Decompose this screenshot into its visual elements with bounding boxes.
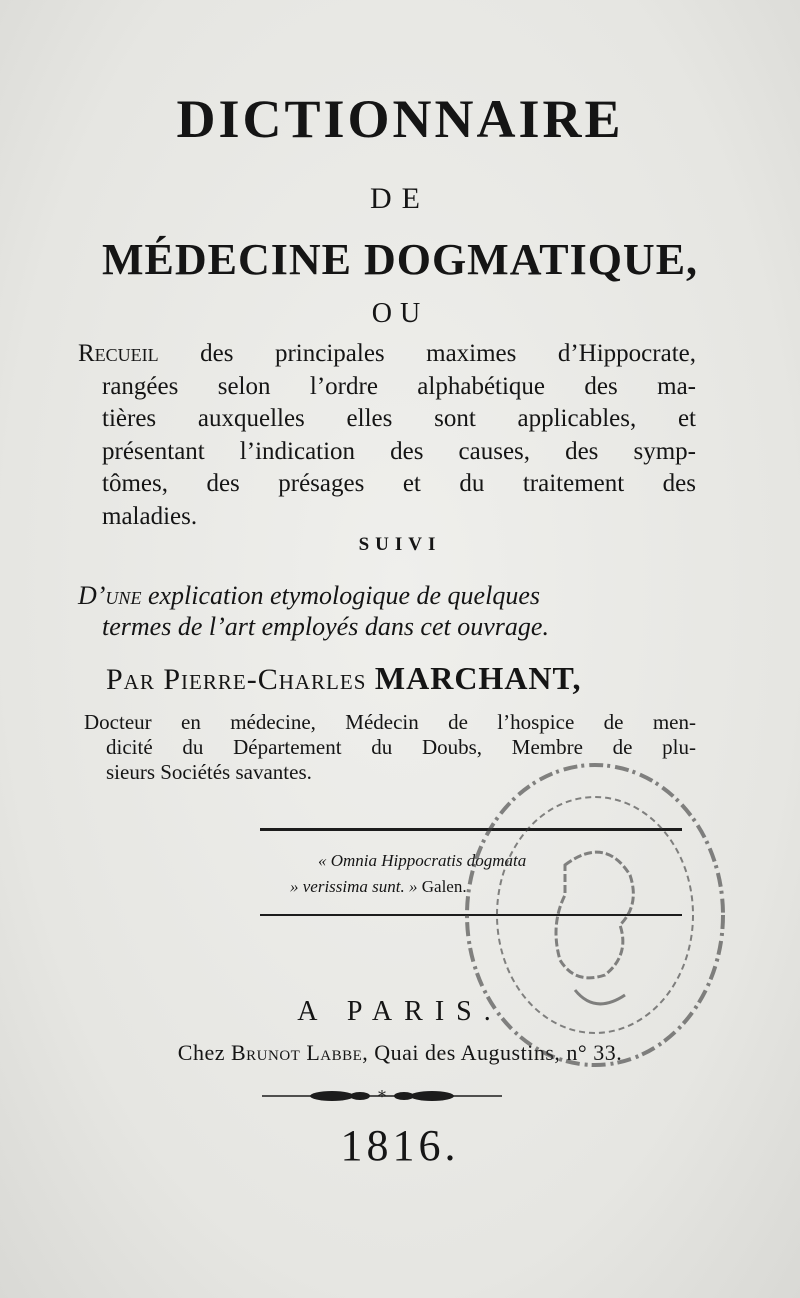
publisher-prefix: Chez: [177, 1040, 225, 1065]
publisher-name: Brunot Labbe: [230, 1040, 363, 1065]
description-lead-word: Recueil: [78, 340, 159, 367]
ornament-divider: [262, 1086, 502, 1106]
title-connector-de: DE: [370, 182, 430, 215]
qualification-line: sieurs Sociétés savantes.: [106, 760, 312, 784]
description-paragraph: [78, 338, 696, 533]
description-line: rangées selon l’ordre alphabétique des ma-: [102, 372, 696, 400]
author-line: [106, 660, 666, 697]
imprint-place: A PARIS.: [297, 996, 503, 1027]
description-line: maladies.: [102, 502, 198, 530]
main-title: DICTIONNAIRE: [176, 89, 624, 149]
qualification-line: Docteur en médecine, Médecin de l’hospice de men-: [84, 710, 696, 734]
qualification-line: dicité du Département du Doubs, Membre de plu-: [106, 735, 696, 759]
description-line: tières auxquelles elles sont applicables, et: [102, 405, 696, 432]
author-prefix: Par: [106, 663, 155, 696]
author-surname: MARCHANT,: [374, 660, 582, 696]
publisher-address: , Quai des Augustins, n° 33.: [362, 1040, 623, 1065]
author-given-names: Pierre-Charles: [163, 663, 367, 696]
explanation-paragraph: [78, 580, 688, 642]
epigraph-author: Galen.: [417, 877, 467, 896]
explanation-lead-word: D’une: [78, 581, 142, 610]
library-stamp: [455, 755, 735, 1075]
epigraph-line: » verissima sunt. » Galen.: [290, 877, 467, 896]
suivi-heading: SUIVI: [358, 534, 442, 555]
description-line: tômes, des présages et du traitement des: [102, 470, 696, 497]
explanation-line: termes de l’art employés dans cet ouvrage.: [102, 612, 549, 641]
svg-text:*: *: [378, 1087, 386, 1106]
publication-year: 1816.: [340, 1121, 460, 1170]
explanation-line: D’une explication etymologique de quelques: [78, 581, 540, 610]
description-line: Recueil des principales maximes d’Hippocrate,: [78, 340, 696, 367]
title-connector-ou: OU: [371, 298, 429, 329]
epigraph-line: « Omnia Hippocratis dogmata: [318, 851, 527, 870]
description-line: présentant l’indication des causes, des symp-: [102, 437, 696, 465]
subtitle: MÉDECINE DOGMATIQUE,: [101, 235, 699, 284]
